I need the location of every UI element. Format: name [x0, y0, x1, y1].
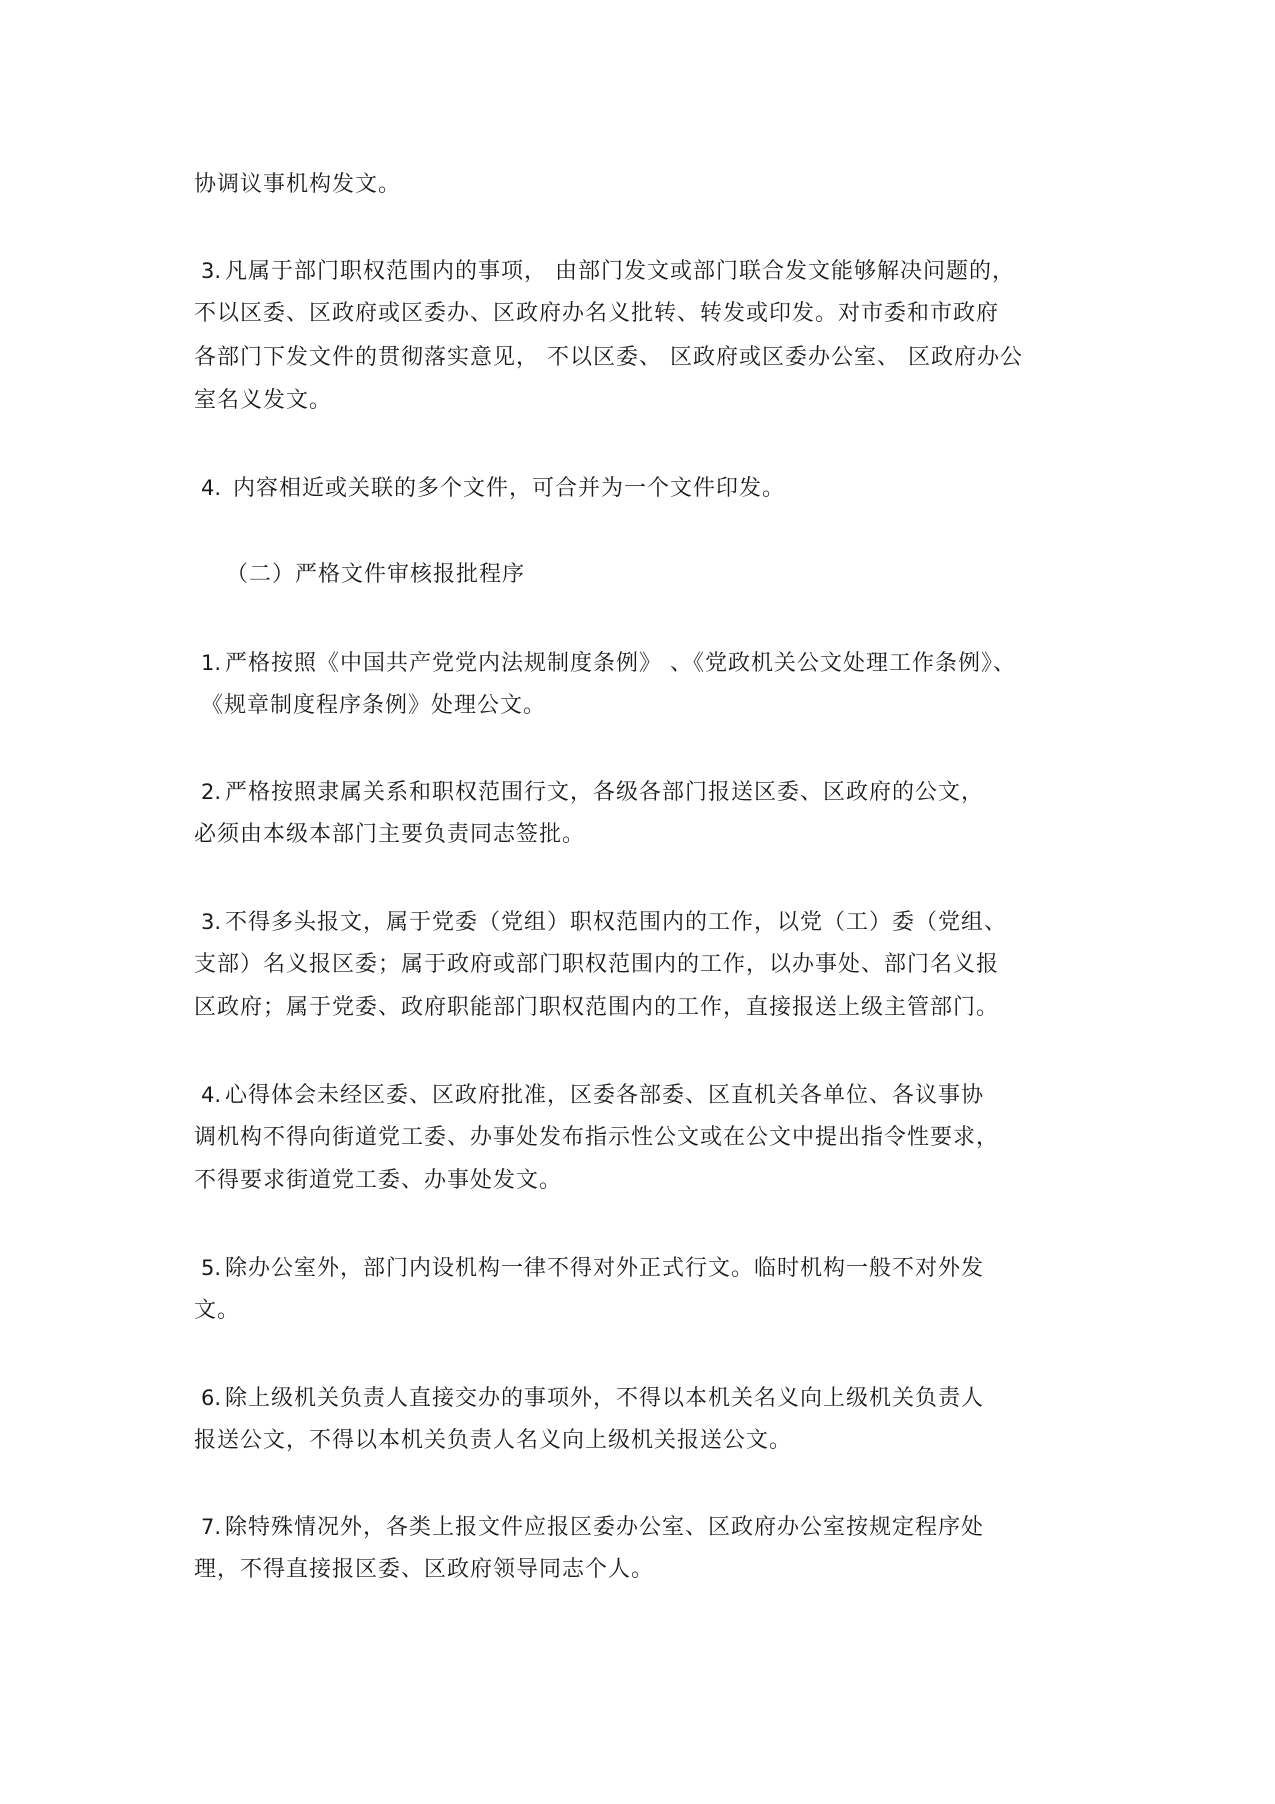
- item-4-line-0: 4. 内容相近或关联的多个文件，可合并为一个文件印发。: [201, 476, 786, 501]
- item-2-line-1: 必须由本级本部门主要负责同志签批。: [194, 822, 586, 847]
- item-number: 3.: [201, 259, 222, 283]
- item-number: 3.: [201, 910, 222, 934]
- item-2-line-0: 2. 严格按照隶属关系和职权范围行文，各级各部门报送区委、区政府的公文，: [201, 780, 985, 805]
- item-3b-line-1: 支部）名义报区委；属于政府或部门职权范围内的工作，以办事处、部门名义报: [194, 952, 1000, 977]
- item-3-line-0: 3. 凡属于部门职权范围内的事项， 由部门发文或部门联合发文能够解决问题的，: [201, 259, 1016, 284]
- section-heading: （二）严格文件审核报批程序: [226, 562, 526, 587]
- item-6-line-1: 报送公文，不得以本机关负责人名义向上级机关报送公文。: [194, 1428, 793, 1453]
- item-4b-line-2: 不得要求街道党工委、办事处发文。: [194, 1168, 563, 1193]
- item-3-line-2: 各部门下发文件的贯彻落实意见， 不以区委、 区政府或区委办公室、 区政府办公: [194, 345, 1023, 370]
- item-6-line-0: 6. 除上级机关负责人直接交办的事项外，不得以本机关名义向上级机关负责人: [201, 1386, 985, 1411]
- item-1-line-1: 《规章制度程序条例》处理公文。: [201, 693, 547, 718]
- item-5-line-0: 5. 除办公室外，部门内设机构一律不得对外正式行文。临时机构一般不对外发: [201, 1256, 985, 1281]
- item-4b-line-0: 4. 心得体会未经区委、区政府批准，区委各部委、区直机关各单位、各议事协: [201, 1083, 985, 1108]
- item-number: 4.: [201, 1083, 222, 1107]
- item-1-line-0: 1. 严格按照《中国共产党党内法规制度条例》 、《党政机关公文处理工作条例》、: [201, 651, 1017, 676]
- item-number: 1.: [201, 651, 222, 675]
- item-number: 6.: [201, 1386, 222, 1410]
- item-7-line-1: 理，不得直接报区委、区政府领导同志个人。: [194, 1557, 655, 1582]
- item-7-line-0: 7. 除特殊情况外，各类上报文件应报区委办公室、区政府办公室按规定程序处: [201, 1515, 985, 1540]
- paragraph-0-line-0: 协调议事机构发文。: [194, 172, 402, 197]
- item-number: 7.: [201, 1515, 222, 1539]
- item-number: 5.: [201, 1256, 222, 1280]
- item-4b-line-1: 调机构不得向街道党工委、办事处发布指示性公文或在公文中提出指令性要求，: [194, 1125, 1000, 1150]
- item-number: 4.: [201, 476, 222, 500]
- item-3b-line-0: 3. 不得多头报文，属于党委（党组）职权范围内的工作，以党（工）委（党组、: [201, 910, 1008, 935]
- item-3b-line-2: 区政府；属于党委、政府职能部门职权范围内的工作，直接报送上级主管部门。: [194, 995, 1000, 1020]
- item-5-line-1: 文。: [194, 1298, 241, 1323]
- item-number: 2.: [201, 780, 222, 804]
- item-3-line-3: 室名义发文。: [194, 388, 333, 413]
- item-3-line-1: 不以区委、区政府或区委办、区政府办名义批转、转发或印发。对市委和市政府: [194, 301, 1000, 326]
